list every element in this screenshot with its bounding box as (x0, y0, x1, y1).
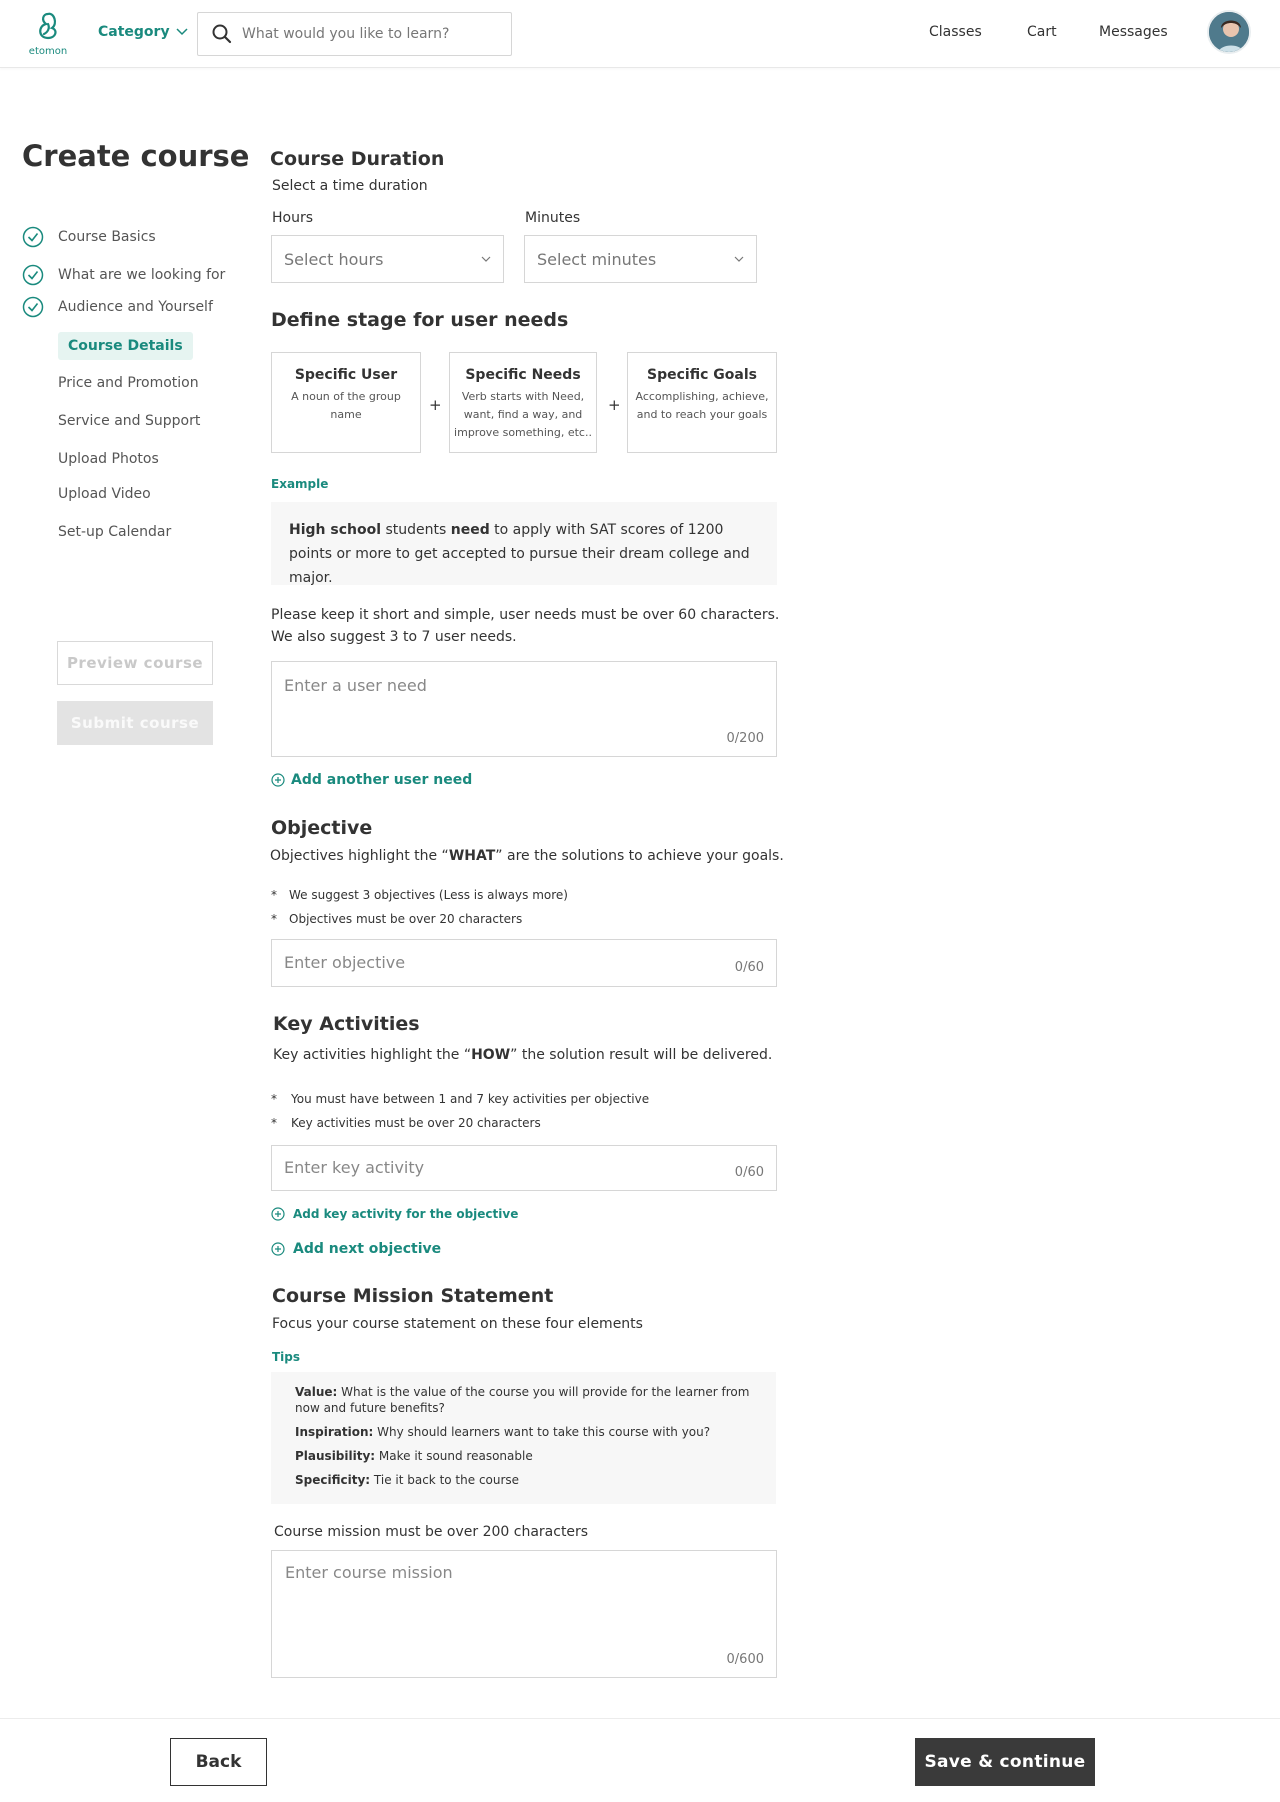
minutes-select[interactable] (524, 235, 757, 283)
activities-desc-text: ” the solution result will be delivered. (510, 1047, 773, 1063)
sidebar-step-course-details[interactable]: Course Details (58, 332, 193, 360)
hours-select[interactable] (271, 235, 504, 283)
course-mission-placeholder: Enter course mission (285, 1563, 453, 1582)
search-input[interactable] (242, 26, 492, 42)
add-next-objective-link[interactable] (271, 1241, 441, 1257)
logo-mark-icon (34, 10, 62, 46)
plus-circle-icon (271, 1207, 285, 1221)
check-circle-icon (22, 264, 44, 286)
activities-desc-bold: HOW (471, 1047, 511, 1063)
hours-label: Hours (272, 210, 314, 226)
key-activity-char-count: 0/60 (734, 1165, 764, 1180)
sidebar-step-label: Audience and Yourself (58, 299, 213, 315)
stage-box-title: Specific Goals (647, 367, 757, 383)
add-key-activity-link[interactable] (271, 1207, 518, 1221)
stage-box-specific-user (271, 352, 421, 453)
tip-term: Value: (295, 1385, 338, 1399)
chevron-down-icon (481, 256, 491, 262)
tip-term: Plausibility: (295, 1449, 376, 1463)
nav-classes[interactable]: Classes (929, 24, 982, 40)
sidebar-step-label: What are we looking for (58, 267, 226, 283)
bullet-text: You must have between 1 and 7 key activities per objective (291, 1092, 650, 1106)
tip-inspiration (295, 1424, 752, 1440)
sidebar-step-price[interactable]: Price and Promotion (58, 375, 199, 391)
tip-plausibility (295, 1448, 752, 1464)
stage-title: Define stage for user needs (271, 309, 569, 331)
user-avatar-icon (1209, 12, 1251, 54)
top-header (0, 0, 1280, 68)
mission-title: Course Mission Statement (272, 1285, 554, 1307)
objective-bullet (271, 912, 522, 926)
tip-value (295, 1384, 752, 1416)
mission-subtitle: Focus your course statement on these four elements (272, 1316, 643, 1332)
submit-course-button[interactable]: Submit course (57, 701, 213, 745)
plus-sign: + (608, 396, 621, 414)
minutes-label: Minutes (525, 210, 581, 226)
course-mission-textarea[interactable] (271, 1550, 777, 1678)
stage-box-desc: Accomplishing, achieve, and to reach your goals (635, 390, 769, 421)
preview-course-button[interactable]: Preview course (57, 641, 213, 685)
sidebar-step-audience[interactable] (22, 296, 213, 318)
activities-desc-text: Key activities highlight the “ (273, 1047, 472, 1063)
tip-text: What is the value of the course you will provide for the learner from now and future benefits? (295, 1385, 750, 1415)
add-user-need-label: Add another user need (291, 772, 473, 788)
objective-char-count: 0/60 (734, 960, 764, 975)
chevron-down-icon (734, 256, 744, 262)
sidebar-step-video[interactable]: Upload Video (58, 486, 151, 502)
add-user-need-link[interactable] (271, 772, 472, 788)
objective-desc (270, 848, 784, 864)
nav-messages[interactable]: Messages (1099, 24, 1168, 40)
user-need-placeholder: Enter a user need (284, 676, 427, 695)
tip-term: Inspiration: (295, 1425, 374, 1439)
tips-label: Tips (272, 1350, 301, 1364)
chevron-down-icon (176, 28, 188, 36)
avatar[interactable] (1207, 10, 1251, 54)
tip-text: Tie it back to the course (370, 1473, 520, 1487)
duration-subtitle: Select a time duration (272, 178, 428, 194)
bullet-marker: * (271, 912, 277, 926)
plus-circle-icon (271, 773, 285, 787)
objective-bullet (271, 888, 568, 902)
category-dropdown[interactable] (98, 24, 188, 40)
example-label: Example (271, 477, 329, 491)
objective-desc-bold: WHAT (448, 848, 496, 864)
objective-desc-text: ” are the solutions to achieve your goals. (495, 848, 784, 864)
example-text: students (381, 522, 451, 538)
tip-specificity (295, 1472, 752, 1488)
objective-placeholder: Enter objective (284, 953, 406, 972)
duration-title: Course Duration (270, 148, 445, 170)
stage-box-specific-goals (627, 352, 777, 453)
search-box[interactable] (197, 12, 512, 56)
sidebar-step-service[interactable]: Service and Support (58, 413, 201, 429)
activities-bullet (271, 1116, 541, 1130)
course-mission-char-count: 0/600 (726, 1652, 764, 1667)
bullet-text: Objectives must be over 20 characters (289, 912, 523, 926)
bullet-text: We suggest 3 objectives (Less is always more) (289, 888, 568, 902)
stage-box-title: Specific Needs (465, 367, 581, 383)
plus-circle-icon (271, 1242, 285, 1256)
key-activity-placeholder: Enter key activity (284, 1158, 425, 1177)
bullet-marker: * (271, 888, 277, 902)
objective-desc-text: Objectives highlight the “ (270, 848, 449, 864)
bullet-marker: * (271, 1092, 277, 1106)
sidebar-step-looking-for[interactable] (22, 264, 225, 286)
example-text: to apply with SAT scores of 1200 points or more to get accepted to pursue their dream college and major. (289, 522, 750, 586)
objective-input[interactable] (271, 939, 777, 987)
activities-title: Key Activities (273, 1013, 420, 1035)
stage-box-specific-needs (449, 352, 597, 453)
activities-bullet (271, 1092, 649, 1106)
sidebar-step-label: Course Basics (58, 229, 156, 245)
example-bold-text: need (450, 522, 490, 538)
bullet-text: Key activities must be over 20 characters (291, 1116, 541, 1130)
save-continue-button[interactable]: Save & continue (915, 1738, 1095, 1786)
key-activity-input[interactable] (271, 1145, 777, 1191)
tip-text: Why should learners want to take this course with you? (373, 1425, 711, 1439)
sidebar-step-photos[interactable]: Upload Photos (58, 451, 159, 467)
category-label: Category (98, 24, 170, 40)
tip-text: Make it sound reasonable (375, 1449, 533, 1463)
hours-select-value: Select hours (284, 249, 384, 269)
stage-box-desc: A noun of the group name (291, 390, 401, 421)
minutes-select-value: Select minutes (537, 249, 657, 269)
user-need-textarea[interactable] (271, 661, 777, 757)
sidebar-step-calendar[interactable]: Set-up Calendar (58, 524, 172, 540)
add-next-objective-label: Add next objective (293, 1241, 442, 1257)
nav-cart[interactable]: Cart (1027, 24, 1057, 40)
logo-text: etomon (28, 46, 68, 57)
check-circle-icon (22, 226, 44, 248)
tips-box (271, 1372, 776, 1504)
stage-box-title: Specific User (294, 367, 398, 383)
back-button[interactable]: Back (170, 1738, 267, 1786)
example-bold-text: High school (289, 522, 382, 538)
objective-title: Objective (271, 817, 373, 839)
etomon-logo[interactable] (26, 10, 70, 60)
tip-term: Specificity: (295, 1473, 371, 1487)
bullet-marker: * (271, 1116, 277, 1130)
activities-desc (273, 1047, 772, 1063)
stage-box-desc: Verb starts with Need, want, find a way, and improve something, etc.. (454, 390, 592, 439)
add-key-activity-label: Add key activity for the objective (293, 1207, 519, 1221)
check-circle-icon (22, 296, 44, 318)
plus-sign: + (429, 396, 442, 414)
sidebar-step-course-basics[interactable] (22, 226, 156, 248)
user-need-char-count: 0/200 (726, 731, 764, 746)
page-title: Create course (22, 139, 250, 173)
search-icon (212, 24, 232, 44)
user-need-instruction: Please keep it short and simple, user needs must be over 60 characters. We also suggest 3 to 7 user needs. (271, 607, 780, 645)
example-box (271, 502, 777, 585)
mission-requirement: Course mission must be over 200 characters (274, 1524, 589, 1540)
